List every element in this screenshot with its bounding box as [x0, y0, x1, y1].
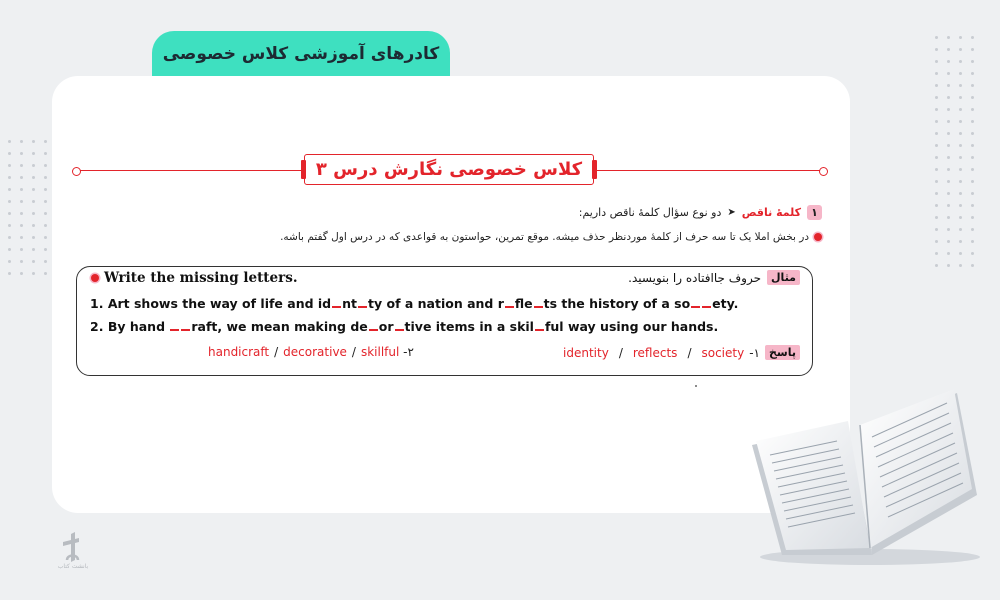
answer-2	[208, 345, 414, 359]
missing-letter-blank	[691, 306, 700, 308]
answer-tag: پاسخ	[765, 345, 800, 360]
answer-1	[563, 345, 800, 360]
answer-word: reflects	[632, 345, 678, 360]
answer-word: skillful	[360, 345, 400, 359]
bullet-line	[280, 231, 822, 243]
dot-grid-decoration	[935, 36, 974, 267]
exercise-sentence-1	[90, 296, 738, 311]
missing-letter-blank	[395, 329, 404, 331]
answer-separator: /	[618, 345, 623, 360]
brand-logo-icon	[58, 530, 86, 578]
answer-number: -۱	[749, 345, 760, 360]
exercise-box	[76, 266, 813, 376]
dot-grid-decoration	[8, 140, 47, 275]
title-rule-dot	[819, 167, 828, 176]
section-keyword: کلمهٔ ناقص	[741, 206, 801, 219]
title-rule-dot	[72, 167, 81, 176]
exercise-instruction-fa	[628, 270, 800, 285]
lesson-title-banner	[72, 154, 828, 186]
missing-letter-blank	[358, 306, 367, 308]
intro-line	[579, 205, 822, 220]
sentence-number: 1.	[90, 296, 104, 311]
title-frame	[304, 154, 594, 185]
instruction-fa-text: حروف جاافتاده را بنویسید.	[628, 270, 762, 285]
missing-letter-blank	[534, 306, 543, 308]
bullet-icon	[814, 233, 822, 241]
bullet-icon	[91, 274, 99, 282]
sentence-text: raft, we mean making de	[191, 319, 368, 334]
answer-number: -۲	[403, 345, 414, 359]
answer-word: decorative	[283, 345, 347, 359]
missing-letter-blank	[535, 329, 544, 331]
missing-letter-blank	[702, 306, 711, 308]
sentence-text: or	[378, 319, 394, 334]
header-tab-label: کادرهای آموزشی کلاس خصوصی	[162, 44, 440, 64]
arrow-left-icon: ➤	[727, 207, 736, 218]
answer-separator: /	[274, 345, 279, 359]
sentence-text: ety.	[712, 296, 739, 311]
title-rule-right	[592, 170, 822, 171]
missing-letter-blank	[505, 306, 514, 308]
sentence-text: nt	[342, 296, 358, 311]
answer-word: handicraft	[208, 345, 270, 359]
answer-word: identity	[563, 345, 609, 360]
stray-dot	[695, 385, 697, 387]
sentence-text: fle	[514, 296, 533, 311]
bullet-text: در بخش املا یک تا سه حرف از کلمهٔ موردنظر حذف میشه. موقع تمرین، حواستون به قواعدی که در درس اول گفتم باشه.	[280, 231, 809, 243]
sentence-text: tive items in a skil	[404, 319, 534, 334]
exercise-sentence-2	[90, 319, 718, 334]
exercise-instruction-en	[91, 270, 298, 286]
missing-letter-blank	[181, 329, 190, 331]
header-tab	[152, 31, 450, 81]
open-book-icon	[742, 385, 987, 570]
intro-text: دو نوع سؤال کلمهٔ ناقص داریم:	[578, 206, 722, 219]
section-number: ۱	[807, 205, 822, 220]
brand-logo-caption: بانشت کتاب	[57, 563, 89, 570]
sentence-text: ty of a nation and r	[368, 296, 504, 311]
instruction-en-text: Write the missing letters.	[104, 270, 298, 286]
sentence-text: Art shows the way of life and id	[107, 296, 332, 311]
sentence-number: 2.	[90, 319, 104, 334]
missing-letter-blank	[332, 306, 341, 308]
sentence-text: ts the history of a so	[543, 296, 691, 311]
answer-separator: /	[687, 345, 692, 360]
missing-letter-blank	[170, 329, 179, 331]
answer-separator: /	[351, 345, 356, 359]
example-tag: مثال	[767, 270, 800, 285]
sentence-text: ful way using our hands.	[544, 319, 719, 334]
sentence-text: By hand	[107, 319, 166, 334]
missing-letter-blank	[369, 329, 378, 331]
page-title: کلاس خصوصی نگارش درس ۳	[315, 159, 583, 180]
answer-word: society	[701, 345, 745, 360]
title-rule-left	[78, 170, 304, 171]
